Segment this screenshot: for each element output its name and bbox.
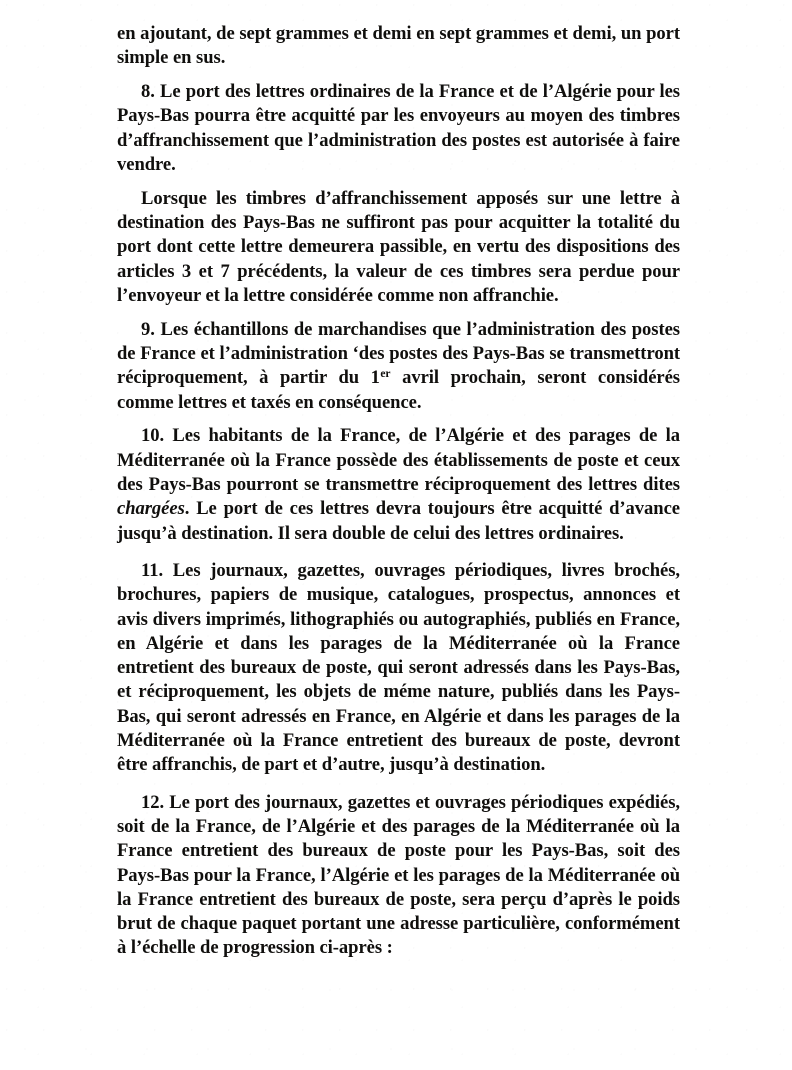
article-8-paragraph [117,80,680,177]
article-10-number: 10. [141,425,165,447]
text-column [117,22,680,961]
article-9-number: 9. [141,318,155,340]
article-12-text: Le port des journaux, gazettes et ouvrages périodiques expédiés, soit de la France, de l’Algérie et des parages de la Méditerranée où la France entretient des bureaux de poste pour les Pays-Bas, soit des Pays-Bas pour la France, l’Algérie et les parages de la Méditerranée où la France entretient des bureaux de poste, sera perçu d’après le poids brut de chaque paquet portant une adresse particulière, conformément à l’échelle de progression ci-après : [117,791,680,959]
article-10-text-before-italic: Les habitants de la France, de l’Algérie et des parages de la Méditerranée où la France possède des établissements de poste et ceux des Pays-Bas pourront se transmettre réciproquement des lettres dites [117,425,681,496]
article-9-text-before-ordinal: Les échantillons de marchandises que l’administration des postes de France et l’administration ‘des postes des Pays-Bas se transmettront réciproquement, à partir du 1 [117,318,680,389]
article-12-number: 12. [141,791,165,813]
paragraph-lorsque: Lorsque les timbres d’affranchissement apposés sur une lettre à destination des Pays-Bas ne suffiront pas pour acquitter la totalité du port dont cette lettre demeurera passible, en vertu des dispositions des articles 3 et 7 précédents, la valeur de ces timbres sera perdue pour l’envoyeur et la lettre considérée comme non affranchie. [117,187,680,306]
article-8-number: 8. [141,81,155,103]
article-9-text-after-ordinal: avril prochain, seront considérés comme lettres et taxés en conséquence. [117,367,680,413]
article-11-paragraph [117,559,680,778]
article-11-number: 11. [141,559,164,581]
paragraph-continuation: en ajoutant, de sept grammes et demi en sept grammes et demi, un port simple en sus. [117,23,680,69]
article-8-text: Le port des lettres ordinaires de la France et de l’Algérie pour les Pays-Bas pourra être acquitté par les envoyeurs au moyen des timbres d’affranchissement que l’administration des postes est autorisée à faire vendre. [117,81,680,175]
article-10-text-after-italic: . Le port de ces lettres devra toujours être acquitté d’avance jusqu’à destination. Il sera double de celui des lettres ordinaires. [117,498,680,544]
emphasized-term-chargees: chargées [117,498,185,520]
article-9-paragraph [117,318,680,415]
ordinal-suffix: er [380,368,391,381]
article-12-paragraph [117,791,680,961]
article-11-text: Les journaux, gazettes, ouvrages périodiques, livres brochés, brochures, papiers de musique, catalogues, prospectus, annonces et avis divers imprimés, lithographiés ou autographiés, publiés en France, en Algérie et dans les parages de la Méditerranée où la France entretient des bureaux de poste, qui seront adressés dans les Pays-Bas, et réciproquement, les objets de méme nature, publiés dans les Pays-Bas, qui seront adressés en France, en Algérie et dans les parages de la Méditerranée où la France entretient des bureaux de poste, devront être affranchis, de part et d’autre, jusqu’à destination. [117,559,680,776]
article-10-paragraph [117,424,680,545]
